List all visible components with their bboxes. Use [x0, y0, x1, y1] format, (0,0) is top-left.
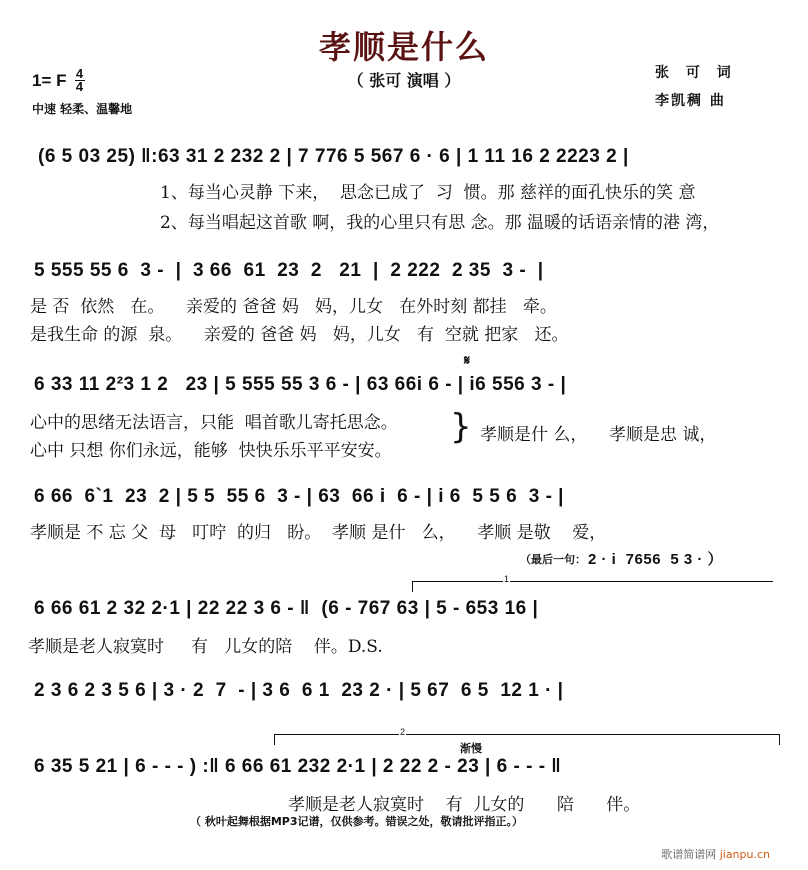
transcription-note: （ 秋叶起舞根据MP3记谱，仅供参考。错误之处，敬请批评指正。）	[190, 815, 523, 828]
key-label: 1= F	[32, 70, 67, 90]
volta-bracket-2: 2	[274, 734, 780, 745]
score-line-6-notes: 2 3 6 2 3 5 6 | 3 · 2 7 - | 3 6 6 1 23 2 · | 5 67 6 5 12 1 · |	[34, 680, 564, 701]
score-line-4-lyric: 孝顺是 不 忘 父 母 叮咛 的归 盼。 孝顺 是什 么， 孝顺 是敬 爱，	[30, 523, 607, 543]
watermark-url: jianpu.cn	[719, 848, 770, 861]
time-signature: $\frac{4}{4}$	[75, 66, 84, 94]
watermark	[661, 846, 770, 862]
ritardando-mark: 渐慢	[460, 742, 482, 755]
score-line-5-lyric: 孝顺是老人寂寞时 有 儿女的陪 伴。D.S.	[28, 637, 383, 657]
segno-sign: 𝄋	[464, 352, 471, 368]
score-line-7-lyric: 孝顺是老人寂寞时 有 儿女的 陪 伴。	[288, 795, 641, 815]
score-line-1-lyric-verse-2: 2、每当唱起这首歌 啊，我的心里只有思 念。那 温暖的话语亲情的港 湾，	[160, 213, 720, 233]
score-line-2-lyric-verse-2: 是我生命 的源 泉。 亲爱的 爸爸 妈 妈，儿女 有 空就 把家 还。	[30, 325, 569, 345]
score-line-3-notes: 6 33 11 2²3 1 2 23 | 5 555 55 3 6 - | 63 66i 6 - | i6 556 3 - |	[34, 374, 567, 395]
key-signature	[32, 68, 85, 93]
score-line-5-notes: 6 66 61 2 32 2·1 | 22 22 3 6 - ‖ (6 - 767 63 | 5 - 653 16 |	[34, 598, 539, 619]
tempo-marking: 中速 轻柔、温馨地	[32, 102, 133, 116]
last-phrase-label: （最后一句：	[520, 552, 586, 566]
score-line-2-lyric-verse-1: 是 否 依然 在。 亲爱的 爸爸 妈 妈，儿女 在外时刻 都挂 牵。	[30, 297, 557, 317]
score-line-4-notes: 6 66 6`1 23 2 | 5 5 55 6 3 - | 63 66 i 6 - | i 6 5 5 6 3 - |	[34, 486, 564, 507]
score-line-1-lyric-verse-1: 1、每当心灵静 下来， 思念已成了 习 惯。那 慈祥的面孔快乐的笑 意	[160, 183, 696, 203]
last-phrase-notes: 2 · i 7656 5 3 · ）	[588, 551, 724, 568]
song-title: 孝顺是什么	[318, 28, 489, 66]
score-line-2-notes: 5 555 55 6 3 - | 3 66 61 23 2 21 | 2 222 2 35 3 - |	[34, 260, 544, 281]
watermark-site: 歌谱简谱网	[661, 848, 717, 861]
score-line-7-notes: 6 35 5 21 | 6 - - - ) :‖ 6 66 61 232 2·1 | 2 22 2 - 23 | 6 - - - ‖	[34, 756, 562, 777]
last-phrase-variant	[520, 548, 723, 569]
score-line-1-notes: (6 5 03 25) ‖:63 31 2 232 2 | 7 776 5 567 6 · 6 | 1 11 16 2 2223 2 |	[38, 146, 629, 167]
score-line-3-chorus-lyric: 孝顺是什 么， 孝顺是忠 诚，	[480, 425, 717, 445]
performer: （ 张可 演唱 ）	[347, 71, 461, 90]
lyricist-credit: 张 可 词	[655, 65, 737, 81]
composer-credit: 李凯稠 曲	[655, 93, 726, 109]
volta-bracket-1: 1	[412, 581, 773, 592]
verse-brace: }	[450, 407, 472, 447]
score-line-3-lyric-verse-2: 心中 只想 你们永远，能够 快快乐乐平平安安。	[30, 441, 392, 461]
score-line-3-lyric-verse-1: 心中的思绪无法语言，只能 唱首歌儿寄托思念。	[30, 413, 398, 433]
